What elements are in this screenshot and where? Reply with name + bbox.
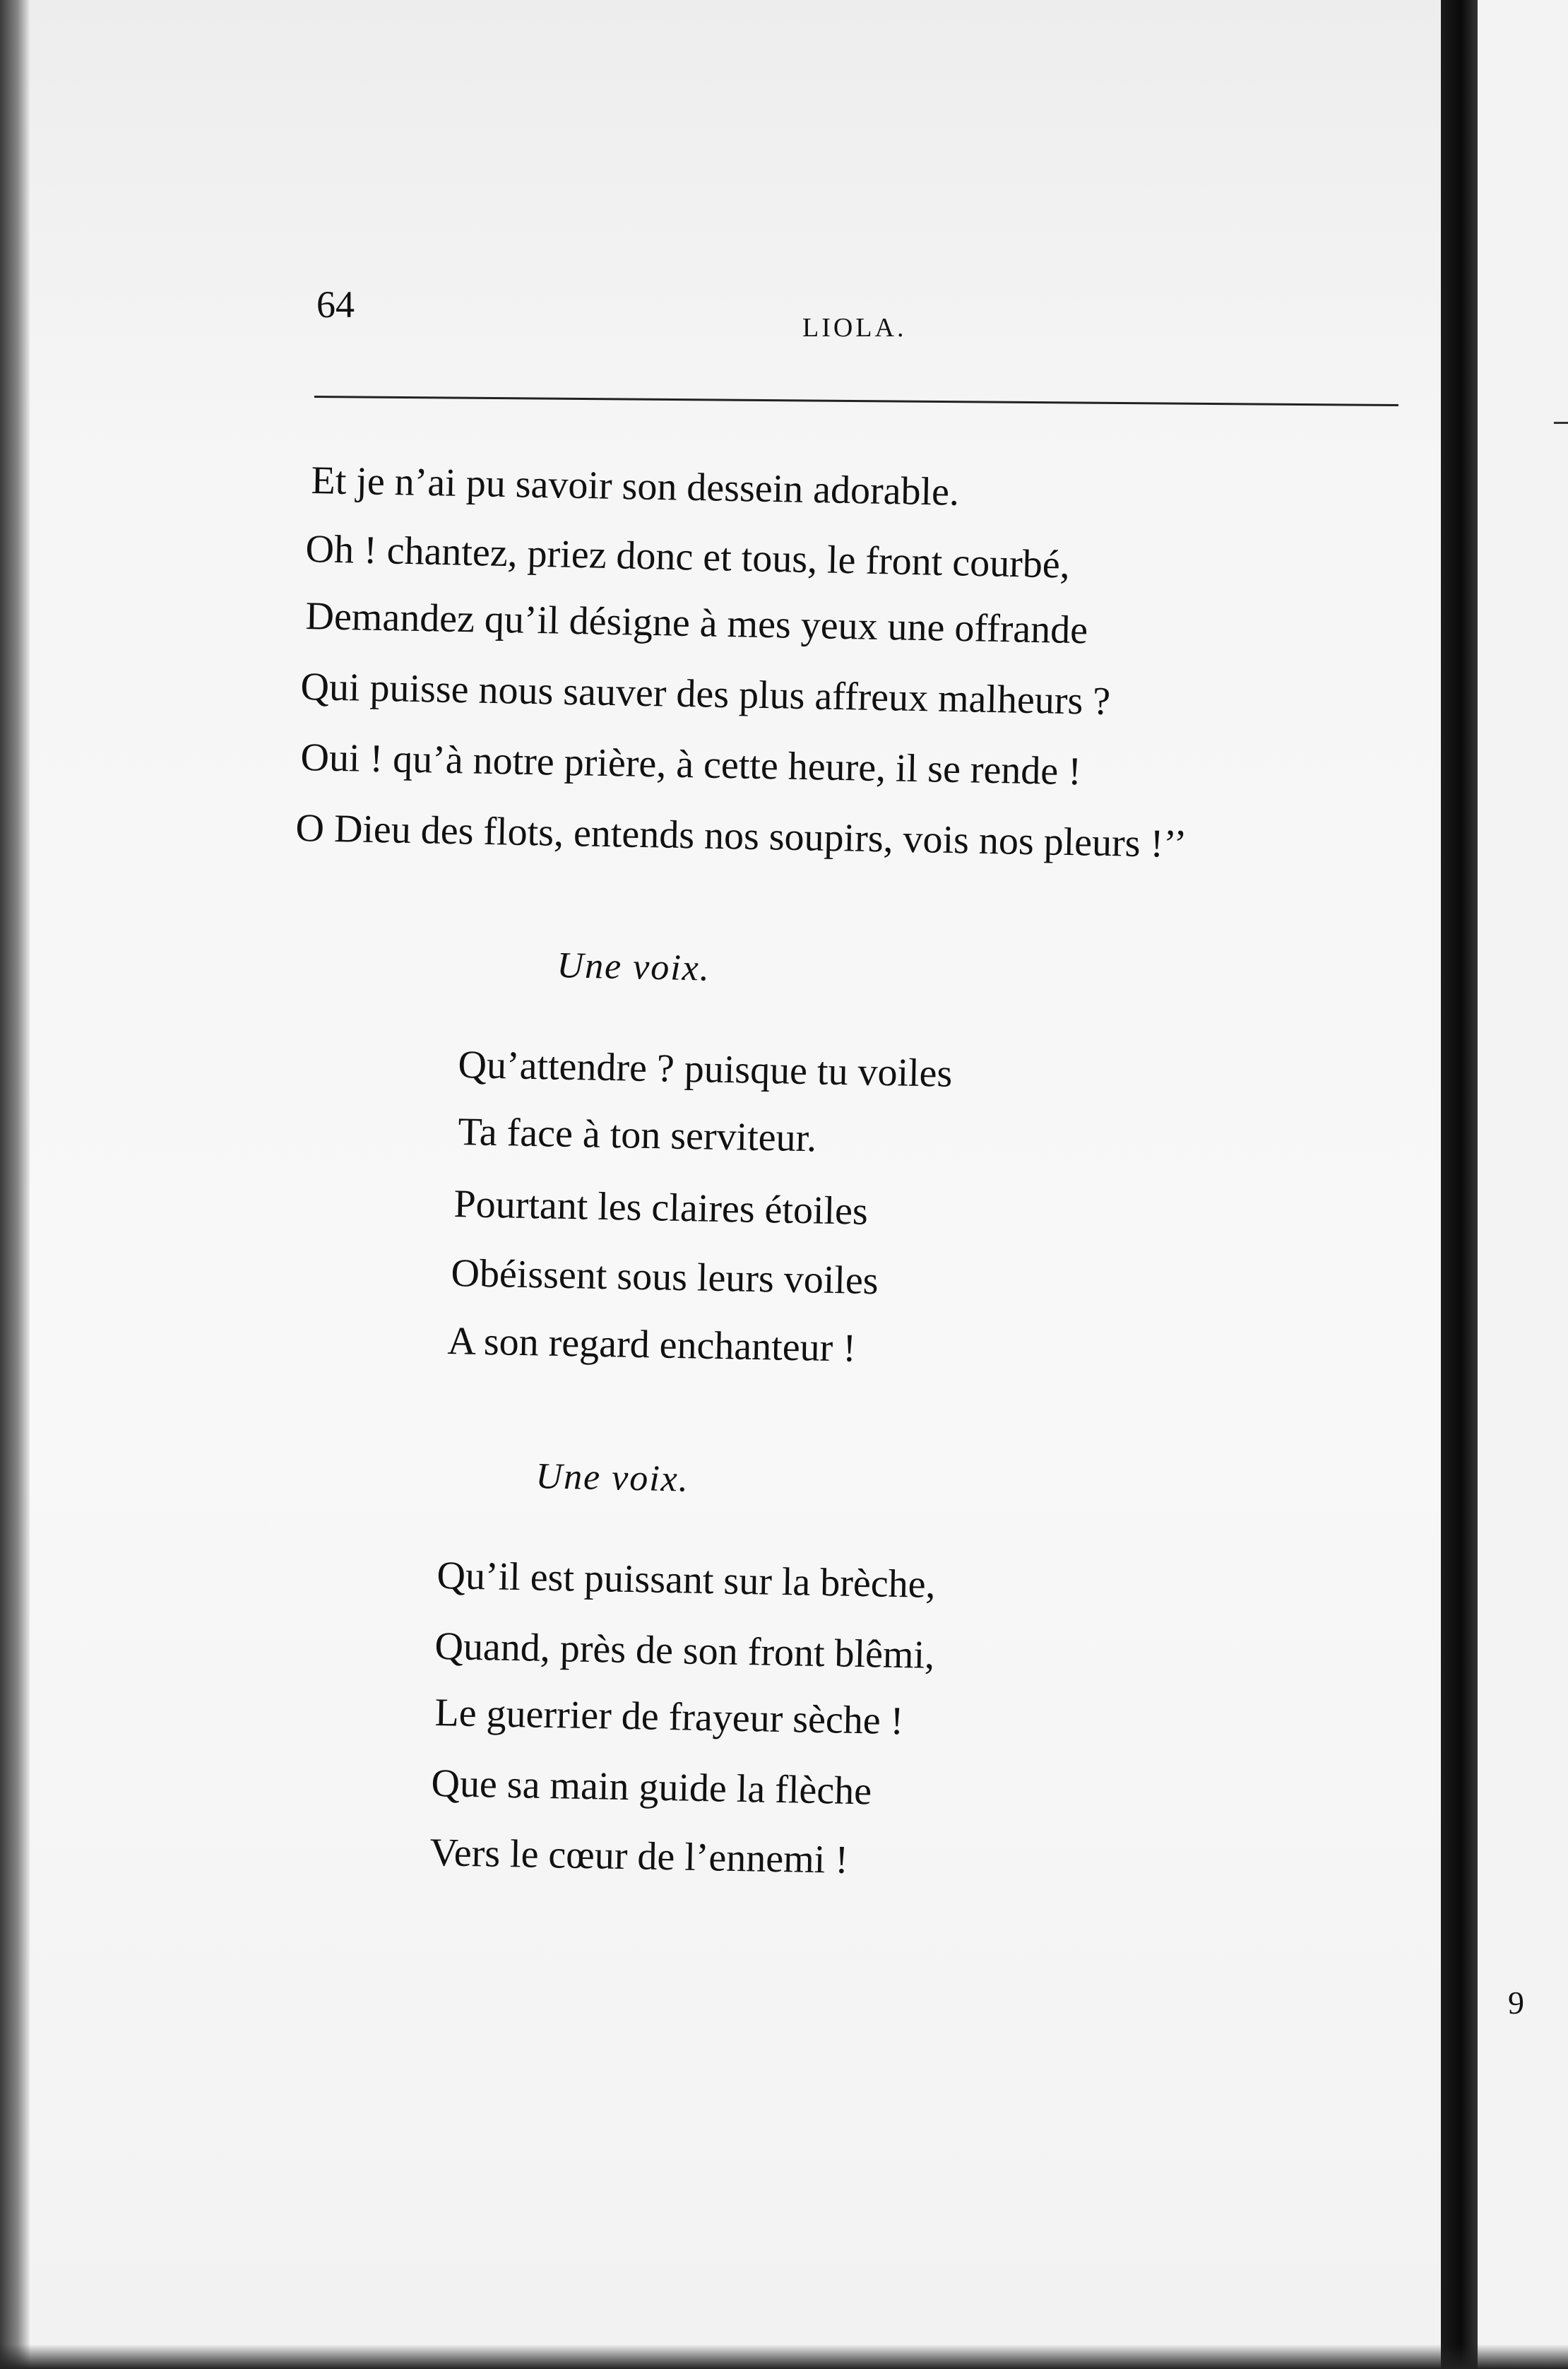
verse-line: Obéissent sous leurs voiles <box>451 1251 879 1304</box>
speaker-label: Une voix. <box>535 1456 690 1500</box>
facing-page-tick <box>1554 422 1568 424</box>
verse-line: Qui puisse nous sauver des plus affreux malheurs ? <box>300 665 1111 724</box>
verse-line: Oh ! chantez, priez donc et tous, le front courbé, <box>305 527 1071 587</box>
verse-line: A son regard enchanteur ! <box>447 1319 857 1371</box>
verse-line: Ta face à ton serviteur. <box>458 1110 817 1161</box>
speaker-label: Une voix. <box>557 945 711 989</box>
verse-line: Et je n’ai pu savoir son dessein adorable. <box>311 459 960 514</box>
verse-line: Le guerrier de frayeur sèche ! <box>434 1691 904 1744</box>
running-title: LIOLA. <box>802 313 907 343</box>
verse-line: Qu’il est puissant sur la brèche, <box>436 1554 937 1607</box>
book-gutter <box>1441 0 1478 2369</box>
verse-line: Quand, près de son front blêmi, <box>434 1624 935 1677</box>
verse-line: Qu’attendre ? puisque tu voiles <box>458 1043 953 1096</box>
verse-line: Demandez qu’il désigne à mes yeux une offrande <box>305 594 1088 653</box>
verse-line: Pourtant les claires étoiles <box>453 1182 869 1234</box>
verse-line: Vers le cœur de l’ennemi ! <box>429 1831 849 1882</box>
verse-line: Que sa main guide la flèche <box>431 1761 872 1814</box>
book-edge-left <box>0 0 30 2369</box>
scan-bottom-shadow <box>0 2344 1568 2369</box>
verse-line: O Dieu des flots, entends nos soupirs, vois nos pleurs !’’ <box>295 806 1187 867</box>
facing-page-number: 9 <box>1508 1985 1524 2021</box>
page-number: 64 <box>316 283 355 326</box>
book-page <box>30 0 1453 2369</box>
verse-line: Oui ! qu’à notre prière, à cette heure, il se rende ! <box>300 735 1082 794</box>
